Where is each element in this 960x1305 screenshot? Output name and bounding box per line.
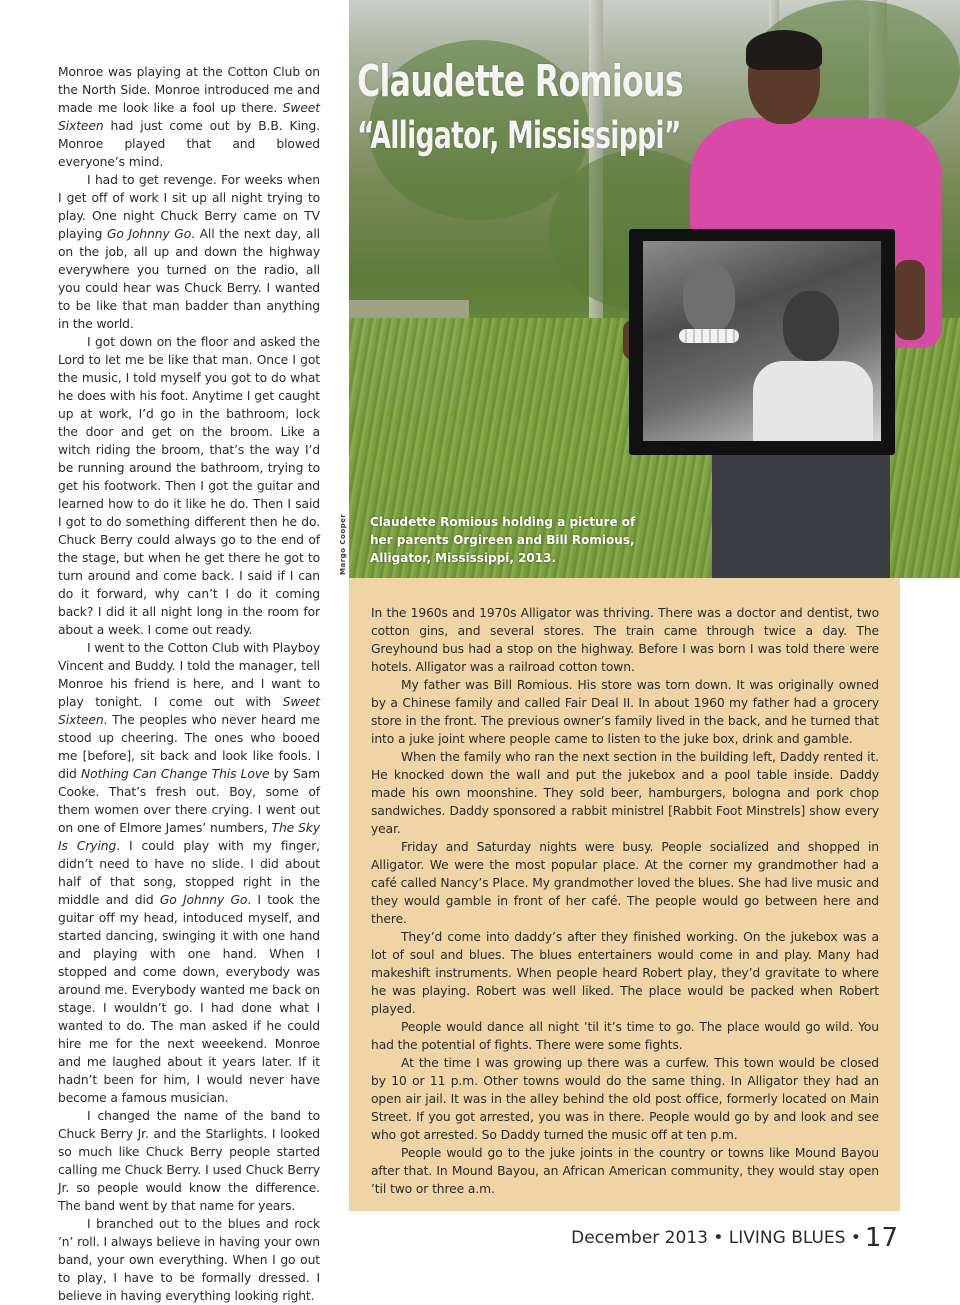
framed-photograph-image [643,241,881,441]
sidebar-article [371,604,879,1198]
left-paragraph [58,333,320,639]
headline-name: Claudette Romious [357,56,683,107]
song-title: Sweet Sixteen [58,101,320,133]
sidebar-paragraph: They’d come into daddy’s after they finished working. On the jukebox was a lot of soul and blues. The blues entertainers would come in and play. Many had makeshift instruments. When people heard Robert play, they’d gravitate to where he was playing. Robert was well liked. The place would be packed when Robert played. [371,930,879,1016]
father-shirt [753,361,873,441]
sidebar-paragraph: At the time I was growing up there was a curfew. This town would be closed by 10 or 11 p.m. Other towns would do the same thing. In Alligator they had an open air jail. It was in the alley behind the old post office, formerly located on Main Street. If you got arrested, you was in there. People would go by and look and see who got arrested. So Daddy turned the music off at ten p.m. [371,1056,879,1142]
song-title: The Sky Is Crying [58,821,320,853]
woman-arm [895,260,925,340]
paragraph-text: I changed the name of the band to Chuck Berry Jr. and the Starlights. I looked so much like Chuck Berry people started calling me Chuck Berry. I used Chuck Berry Jr. so people would know the difference. The band went by that name for years. [58,1109,320,1213]
paragraph-text: I got down on the floor and asked the Lord to let me be like that man. Once I got the music, I told myself you got to do what he does with his foot. Anytime I get caught up at work, I’d go in the bathroom, lock the door and get on the broom. Like a witch riding the broom, that’s the way I’d be running around the bathroom, trying to get his footwork. Then I got the guitar and learned how to do it like he do. Then I said I got to do something different then he do. Chuck Berry could always go to the end of the stage, but when he get there he got to turn around and come back. I said if I can do it forward, why can’t I do it coming back? I did it all night long in the room for about a week. I come out ready. [58,335,320,637]
paragraph-text: I branched out to the blues and rock ’n’ roll. I always believe in having your own band, your own everything. When I go out to play, I have to be formally dressed. I believe in having everything looking right. [58,1217,320,1303]
paragraph-text: by Sam Cooke. That’s fresh out. Boy, some of them women over there crying. I went out on one of Elmore James’ numbers, [58,767,320,835]
left-paragraph [58,63,320,171]
paragraph-text: I went to the Cotton Club with Playboy Vincent and Buddy. I told the manager, tell Monroe his friend is here, and I want to play tonight. I come out with [58,641,320,709]
pearl-necklace [679,329,739,343]
sidebar-paragraph: My father was Bill Romious. His store was torn down. It was originally owned by a Chinese family and called Fair Deal II. In about 1960 my father had a grocery store in the front. The previous owner’s family lived in the back, and he turned that into a juke joint where people came to listen to the juke box, drink and gamble. [371,678,879,746]
paragraph-text: . I could play with my finger, didn’t need to have no slide. I did about half of that song, stopped right in the middle and did [58,839,320,907]
woman-hair [746,30,822,70]
sidebar-paragraph: Friday and Saturday nights were busy. People socialized and shopped in Alligator. We were the most popular place. At the corner my grandmother had a café called Nancy’s Place. My grandmother loved the blues. She had live music and they would gamble in front of her café. The people would go between here and there. [371,840,879,926]
father-portrait [783,291,839,361]
mother-portrait [683,263,735,333]
left-column-article [58,63,320,1305]
sidebar-paragraph: People would dance all night ’til it’s time to go. The place would go wild. You had the potential of fights. There were some fights. [371,1020,879,1052]
page-number: 17 [864,1223,898,1253]
paragraph-text: I had to get revenge. For weeks when I get off of work I sit up all night trying to play. One night Chuck Berry came on TV playing [58,173,320,241]
page-footer [571,1223,898,1253]
headline [357,52,737,160]
paragraph-text: . All the next day, all on the job, all up and down the highway everywhere you turned on the radio, all you could hear was Chuck Berry. I wanted to be like that man badder than anything in the world. [58,227,320,331]
song-title: Go Johnny Go [159,893,248,907]
sidebar-paragraph: People would go to the juke joints in the country or towns like Mound Bayou after that. In Mound Bayou, an African American community, they would stay open ’til two or three a.m. [371,1146,879,1196]
sidebar-paragraph: When the family who ran the next section in the building left, Daddy rented it. He knocked down the wall and put the jukebox and a pool table inside. Daddy made his own moonshine. They sold beer, hamburgers, bologna and pork chop sandwiches. Daddy sponsored a rabbit ministrel [Rabbit Foot Minstrels] show every year. [371,750,879,836]
footer-issue: December 2013 • LIVING BLUES • [571,1228,861,1248]
left-paragraph [58,1215,320,1305]
paragraph-text: . I took the guitar off my head, intoduced myself, and started dancing, swinging it with one hand and playing with one hand. When I stopped and come down, everybody was around me. Everybody wanted me back on stage. I wouldn’t go. I had done what I wanted to do. The man asked if he could hire me for the next weeekend. Monroe and me laughed about it years later. If it hadn’t been for him, I would never have become a famous musician. [58,893,321,1105]
photo-caption: Claudette Romious holding a picture of her parents Orgireen and Bill Romious, Alligator, Mississippi, 2013. [370,515,636,565]
song-title: Go Johnny Go [106,227,192,241]
photo-credit [337,513,349,578]
left-paragraph [58,1107,320,1215]
paragraph-text: had just come out by B.B. King. Monroe played that and blowed everyone’s mind. [58,119,320,169]
song-title: Sweet Sixteen [58,695,320,727]
paragraph-text: Monroe was playing at the Cotton Club on the North Side. Monroe introduced me and made me look like a fool up there. [58,65,320,115]
woman-pants [712,440,890,578]
photo-credit-text: Margo Cooper [339,513,347,575]
song-title: Nothing Can Change This Love [81,767,270,781]
sidebar-paragraph: In the 1960s and 1970s Alligator was thriving. There was a doctor and dentist, two cotton gins, and several stores. The train came through twice a day. The Greyhound bus had a stop on the highway. Before I was born I was told there were hotels. Alligator was a railroad cotton town. [371,606,879,674]
left-paragraph [58,171,320,333]
left-paragraph [58,639,320,1107]
paragraph-text: . The peoples who never heard me stood up cheering. The ones who booed me [before], sit back and look like fools. I did [58,713,320,781]
headline-place: “Alligator, Mississippi” [357,114,681,157]
framed-photograph [629,229,895,455]
